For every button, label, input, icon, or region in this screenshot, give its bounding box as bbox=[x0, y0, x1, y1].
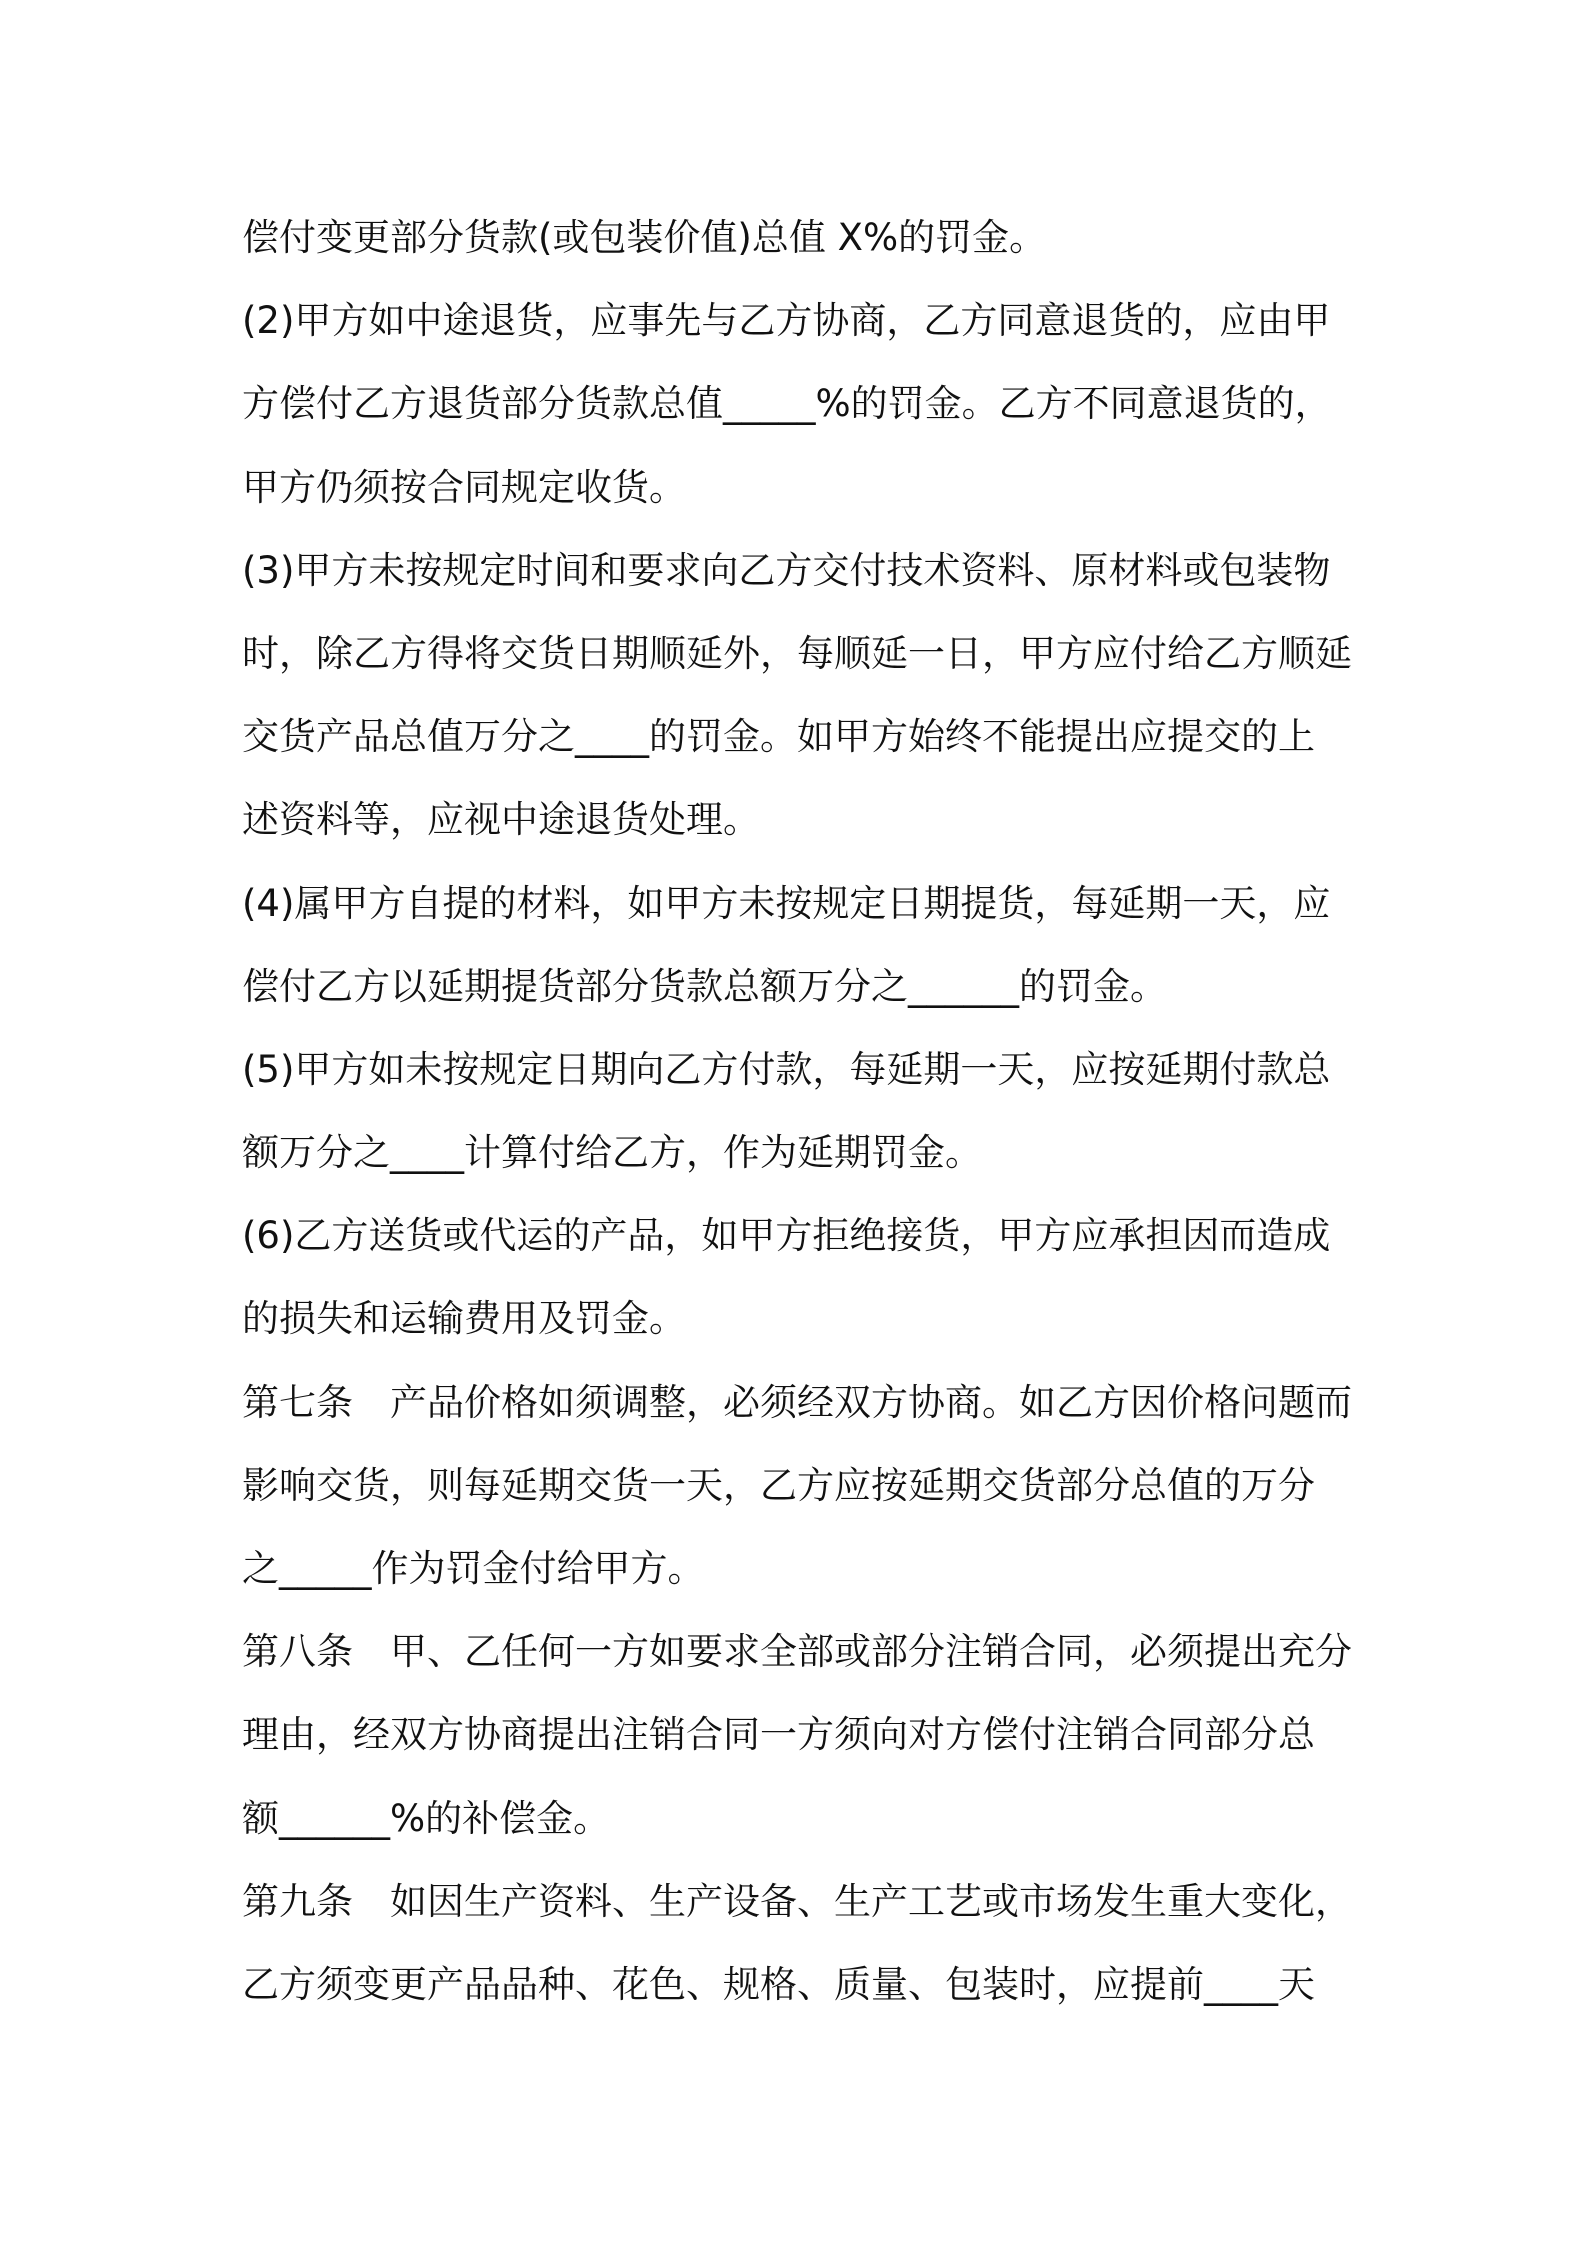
text-line: 第七条 产品价格如须调整，必须经双方协商。如乙方因价格问题而 bbox=[242, 1380, 1352, 1424]
text-line: 偿付乙方以延期提货部分货款总额万分之______的罚金。 bbox=[242, 964, 1167, 1008]
text-line: 第九条 如因生产资料、生产设备、生产工艺或市场发生重大变化， bbox=[242, 1879, 1352, 1923]
text-line: 的损失和运输费用及罚金。 bbox=[242, 1297, 686, 1341]
contract-text bbox=[242, 196, 1352, 2026]
text-line: 甲方仍须按合同规定收货。 bbox=[242, 465, 686, 509]
text-line: 影响交货，则每延期交货一天，乙方应按延期交货部分总值的万分 bbox=[242, 1463, 1315, 1507]
text-line: 乙方须变更产品品种、花色、规格、质量、包装时，应提前____天 bbox=[242, 1962, 1315, 2006]
text-line: (3)甲方未按规定时间和要求向乙方交付技术资料、原材料或包装物 bbox=[242, 548, 1331, 592]
text-line: 理由，经双方协商提出注销合同一方须向对方偿付注销合同部分总 bbox=[242, 1713, 1315, 1757]
text-line: 额______%的补偿金。 bbox=[242, 1796, 611, 1840]
text-line: (5)甲方如未按规定日期向乙方付款，每延期一天，应按延期付款总 bbox=[242, 1047, 1331, 1091]
text-line: 时，除乙方得将交货日期顺延外，每顺延一日，甲方应付给乙方顺延 bbox=[242, 631, 1352, 675]
text-line: (4)属甲方自提的材料，如甲方未按规定日期提货，每延期一天，应 bbox=[242, 881, 1331, 925]
text-line: 交货产品总值万分之____的罚金。如甲方始终不能提出应提交的上 bbox=[242, 715, 1315, 759]
text-line: (6)乙方送货或代运的产品，如甲方拒绝接货，甲方应承担因而造成 bbox=[242, 1214, 1331, 1258]
text-line: 第八条 甲、乙任何一方如要求全部或部分注销合同，必须提出充分 bbox=[242, 1630, 1352, 1674]
text-line: (2)甲方如中途退货，应事先与乙方协商，乙方同意退货的，应由甲 bbox=[242, 299, 1331, 343]
text-line: 述资料等，应视中途退货处理。 bbox=[242, 798, 760, 842]
text-line: 偿付变更部分货款(或包装价值)总值 X%的罚金。 bbox=[242, 216, 1047, 259]
text-line: 之_____作为罚金付给甲方。 bbox=[242, 1547, 705, 1590]
text-line: 方偿付乙方退货部分货款总值_____%的罚金。乙方不同意退货的， bbox=[242, 382, 1332, 426]
text-line: 额万分之____计算付给乙方，作为延期罚金。 bbox=[242, 1131, 982, 1175]
